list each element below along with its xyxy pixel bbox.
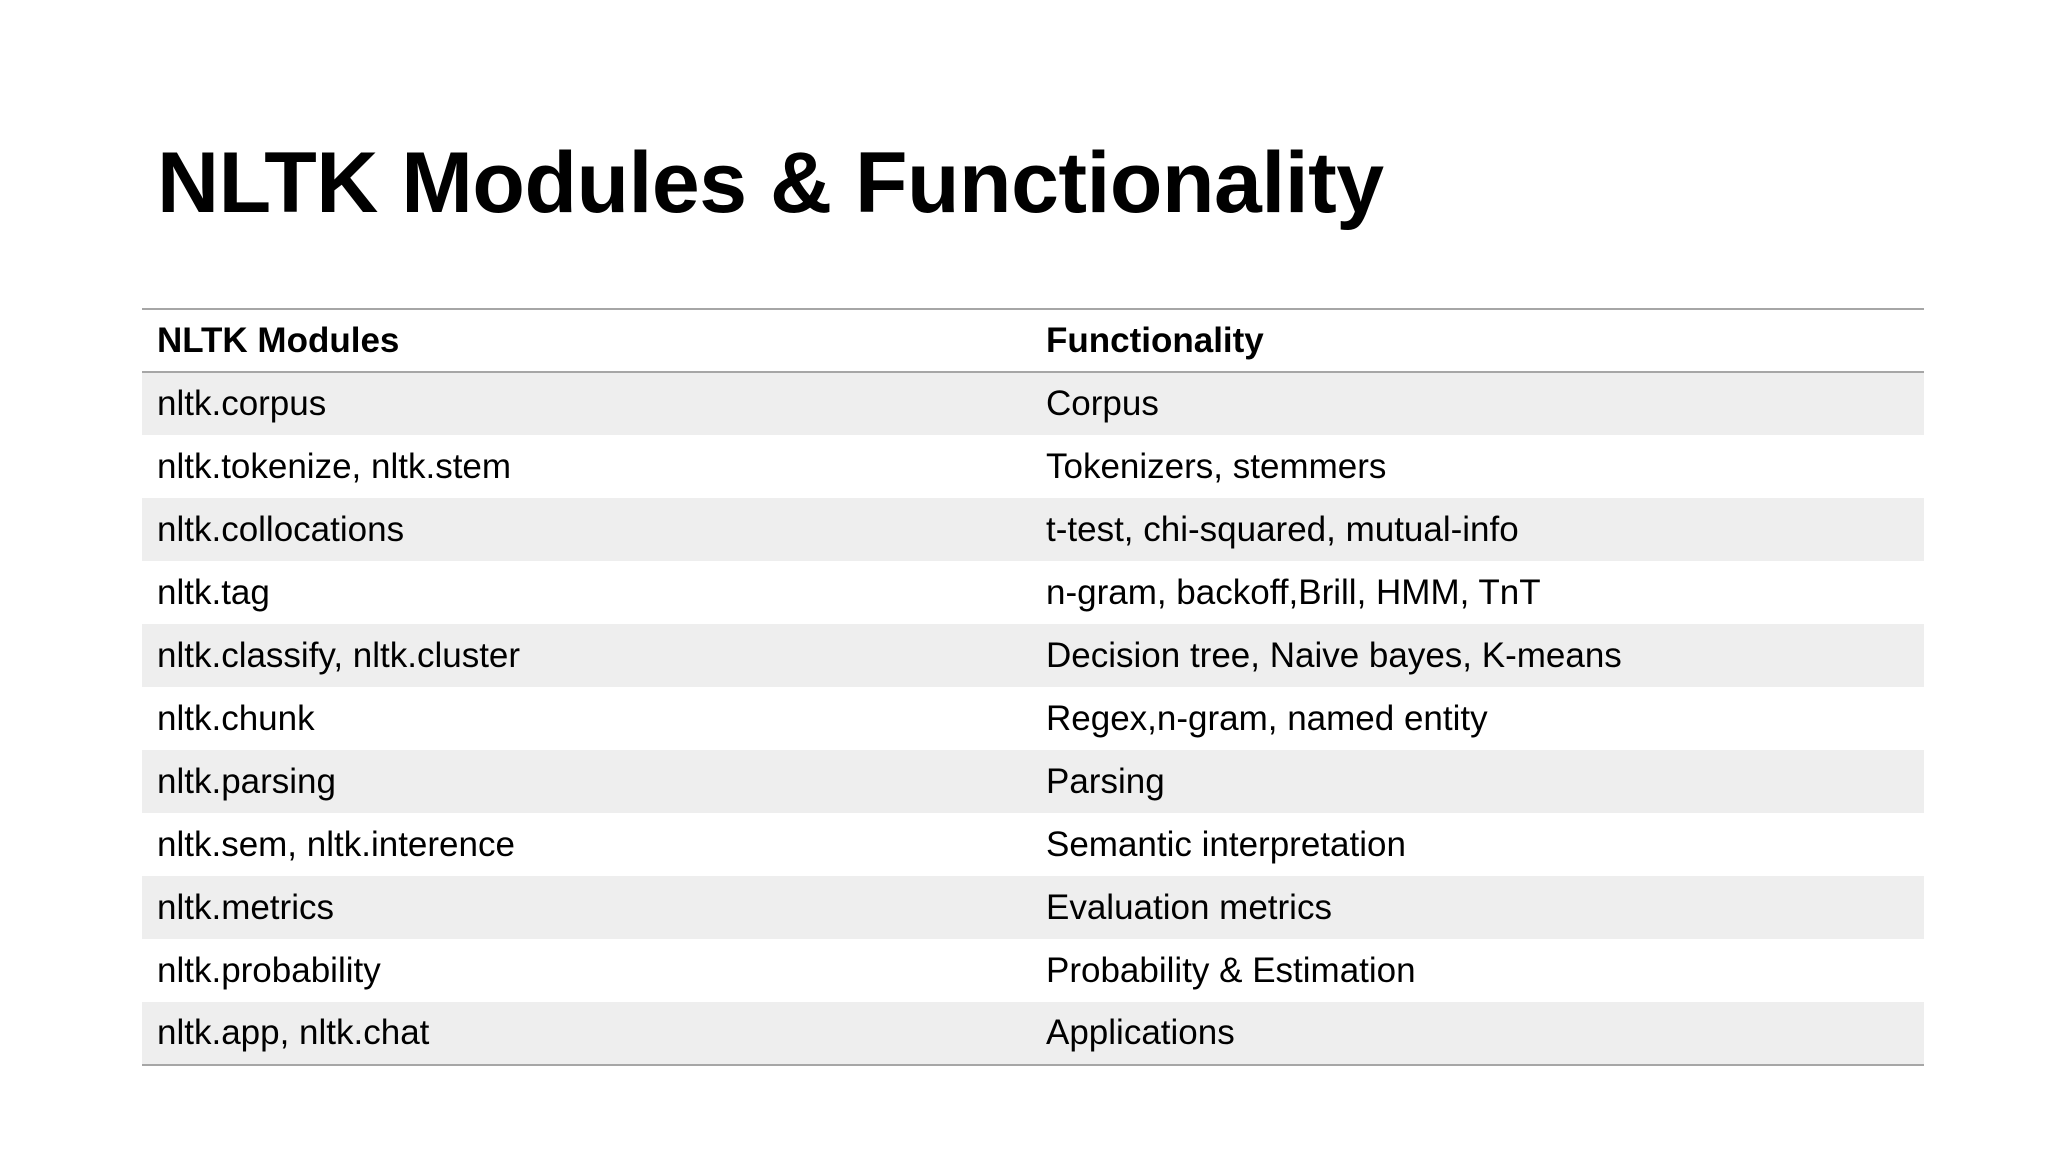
module-cell: nltk.sem, nltk.interence — [157, 824, 515, 864]
slide-title: NLTK Modules & Functionality — [157, 135, 1384, 231]
module-cell: nltk.classify, nltk.cluster — [157, 635, 521, 675]
functionality-cell: t-test, chi-squared, mutual-info — [1046, 509, 1519, 549]
modules-table-container — [142, 308, 1924, 1066]
module-cell: nltk.metrics — [157, 887, 334, 927]
table-header-row — [142, 309, 1924, 372]
table-row — [142, 687, 1924, 750]
header-nltk-modules: NLTK Modules — [157, 320, 400, 360]
table-row — [142, 372, 1924, 435]
module-cell: nltk.corpus — [157, 384, 327, 423]
functionality-cell: Applications — [1046, 1013, 1235, 1052]
functionality-cell: Regex,n-gram, named entity — [1046, 698, 1488, 738]
table-row — [142, 939, 1924, 1002]
module-cell: nltk.chunk — [157, 698, 315, 738]
module-cell: nltk.tag — [157, 572, 270, 612]
table-row — [142, 624, 1924, 687]
functionality-cell: Semantic interpretation — [1046, 824, 1406, 864]
functionality-cell: n-gram, backoff,Brill, HMM, TnT — [1046, 572, 1541, 612]
header-functionality: Functionality — [1046, 320, 1264, 360]
functionality-cell: Probability & Estimation — [1046, 950, 1416, 990]
module-cell: nltk.tokenize, nltk.stem — [157, 446, 512, 486]
table-row — [142, 435, 1924, 498]
table-row — [142, 750, 1924, 813]
table-row — [142, 813, 1924, 876]
table-row — [142, 561, 1924, 624]
module-cell: nltk.probability — [157, 950, 381, 990]
functionality-cell: Evaluation metrics — [1046, 887, 1332, 927]
table-row — [142, 498, 1924, 561]
table-row — [142, 876, 1924, 939]
modules-table — [142, 308, 1924, 1066]
module-cell: nltk.collocations — [157, 509, 405, 549]
table-row — [142, 1002, 1924, 1065]
functionality-cell: Decision tree, Naive bayes, K-means — [1046, 635, 1622, 675]
module-cell: nltk.parsing — [157, 761, 336, 801]
functionality-cell: Corpus — [1046, 384, 1159, 423]
functionality-cell: Tokenizers, stemmers — [1046, 446, 1387, 486]
module-cell: nltk.app, nltk.chat — [157, 1013, 430, 1052]
functionality-cell: Parsing — [1046, 761, 1165, 801]
